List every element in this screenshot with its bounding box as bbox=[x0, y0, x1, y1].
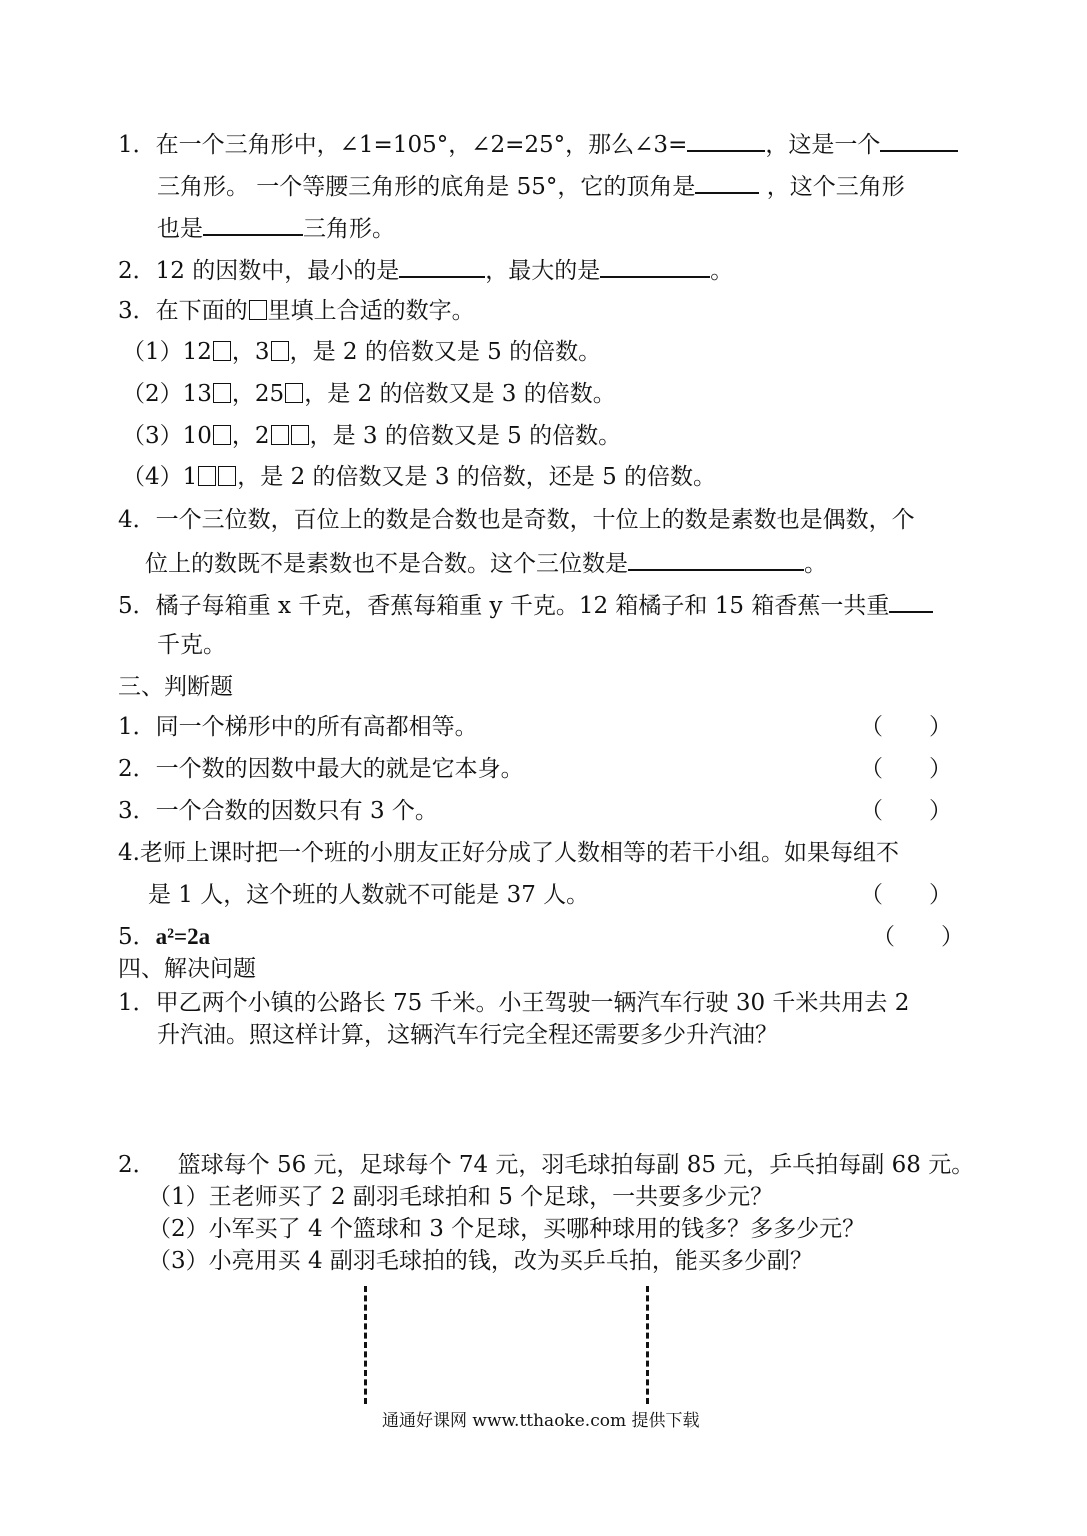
fill-q5-line1: 5．橘子每箱重 x 千克，香蕉每箱重 y 千克。12 箱橘子和 15 箱香蕉一共重 bbox=[118, 589, 933, 621]
solve-p2-sub1: （1）王老师买了 2 副羽毛球拍和 5 个足球，一共要多少元？ bbox=[148, 1184, 774, 1210]
solve-p2-sub3: （3）小亮用买 4 副羽毛球拍的钱，改为买乒乓拍，能买多少副？ bbox=[148, 1248, 813, 1274]
question-number: 3． bbox=[118, 298, 156, 324]
fill-q3-sub1: （1）12 ，3 ，是 2 的倍数又是 5 的倍数。 bbox=[122, 339, 602, 365]
answer-blank[interactable] bbox=[628, 547, 804, 571]
footer-credit: 通通好课网 www.tthaoke.com 提供下载 bbox=[382, 1411, 700, 1431]
answer-blank[interactable] bbox=[695, 170, 759, 194]
solve-p2-line1: 2． 篮球每个 56 元，足球每个 74 元，羽毛球拍每副 85 元，乒乓拍每副 68 元。 bbox=[118, 1152, 975, 1178]
answer-blank[interactable] bbox=[399, 254, 485, 278]
fill-q4-line1: 4．一个三位数，百位上的数是合数也是奇数，十位上的数是素数也是偶数，个 bbox=[118, 507, 915, 533]
fill-q3-sub4: （4）1 ，是 2 的倍数又是 3 的倍数，还是 5 的倍数。 bbox=[122, 464, 717, 490]
fill-q3: 3．在下面的 里填上合适的数字。 bbox=[118, 298, 475, 324]
digit-box[interactable] bbox=[271, 341, 289, 361]
digit-box[interactable] bbox=[198, 466, 216, 486]
digit-box[interactable] bbox=[271, 425, 289, 445]
fill-q2: 2．12 的因数中，最小的是 ，最大的是 。 bbox=[118, 254, 733, 286]
digit-box[interactable] bbox=[213, 341, 231, 361]
answer-blank[interactable] bbox=[880, 128, 958, 152]
question-number: 2． bbox=[118, 258, 156, 284]
fill-q3-sub2: （2）13 ，25 ，是 2 的倍数又是 3 的倍数。 bbox=[122, 381, 616, 407]
answer-paren[interactable]: （ ） bbox=[860, 714, 952, 740]
digit-box[interactable] bbox=[285, 383, 303, 403]
answer-blank[interactable] bbox=[687, 128, 765, 152]
judge-item-3: 3．一个合数的因数只有 3 个。 bbox=[118, 798, 438, 824]
section-heading-solve: 四、解决问题 bbox=[118, 956, 256, 982]
digit-box[interactable] bbox=[218, 466, 236, 486]
digit-box bbox=[249, 300, 267, 320]
section-heading-judge: 三、判断题 bbox=[118, 674, 233, 700]
solve-p1-line2: 升汽油。照这样计算，这辆汽车行完全程还需要多少升汽油？ bbox=[157, 1022, 778, 1048]
fill-q1-line2: 三角形。 一个等腰三角形的底角是 55°，它的顶角是 ，这个三角形 bbox=[157, 170, 905, 202]
fill-q1-line3: 也是 三角形。 bbox=[157, 212, 395, 244]
judge-item-4-line1: 4.老师上课时把一个班的小朋友正好分成了人数相等的若干小组。如果每组不 bbox=[118, 840, 899, 866]
dashed-divider-right bbox=[646, 1286, 649, 1404]
answer-paren[interactable]: （ ） bbox=[860, 756, 952, 782]
answer-paren[interactable]: （ ） bbox=[860, 798, 952, 824]
dashed-divider-left bbox=[364, 1286, 367, 1404]
solve-p1-line1: 1．甲乙两个小镇的公路长 75 千米。小王驾驶一辆汽车行驶 30 千米共用去 2 bbox=[118, 990, 910, 1016]
judge-item-4-line2: 是 1 人，这个班的人数就不可能是 37 人。 bbox=[148, 882, 590, 908]
judge-item-1: 1．同一个梯形中的所有高都相等。 bbox=[118, 714, 478, 740]
answer-blank[interactable] bbox=[203, 212, 303, 236]
digit-box[interactable] bbox=[213, 425, 231, 445]
judge-item-2: 2．一个数的因数中最大的就是它本身。 bbox=[118, 756, 524, 782]
question-number: 5． bbox=[118, 593, 156, 619]
solve-p2-sub2: （2）小军买了 4 个篮球和 3 个足球，买哪种球用的钱多？多多少元？ bbox=[148, 1216, 866, 1242]
digit-box[interactable] bbox=[213, 383, 231, 403]
answer-paren[interactable]: （ ） bbox=[872, 924, 964, 950]
digit-box[interactable] bbox=[291, 425, 309, 445]
fill-q3-sub3: （3）10 ，2 ，是 3 的倍数又是 5 的倍数。 bbox=[122, 423, 622, 449]
answer-paren[interactable]: （ ） bbox=[860, 882, 952, 908]
fill-q5-line2: 千克。 bbox=[157, 632, 226, 658]
fill-q4-line2: 位上的数既不是素数也不是合数。这个三位数是 。 bbox=[145, 547, 827, 579]
answer-blank[interactable] bbox=[600, 254, 710, 278]
judge-item-5: 5．a²=2a bbox=[118, 924, 211, 950]
question-number: 4． bbox=[118, 507, 156, 533]
fill-q1-line1: 1．在一个三角形中，∠1=105°，∠2=25°，那么∠3= ，这是一个 bbox=[118, 128, 958, 160]
answer-blank[interactable] bbox=[889, 589, 933, 613]
question-number: 1． bbox=[118, 132, 156, 158]
